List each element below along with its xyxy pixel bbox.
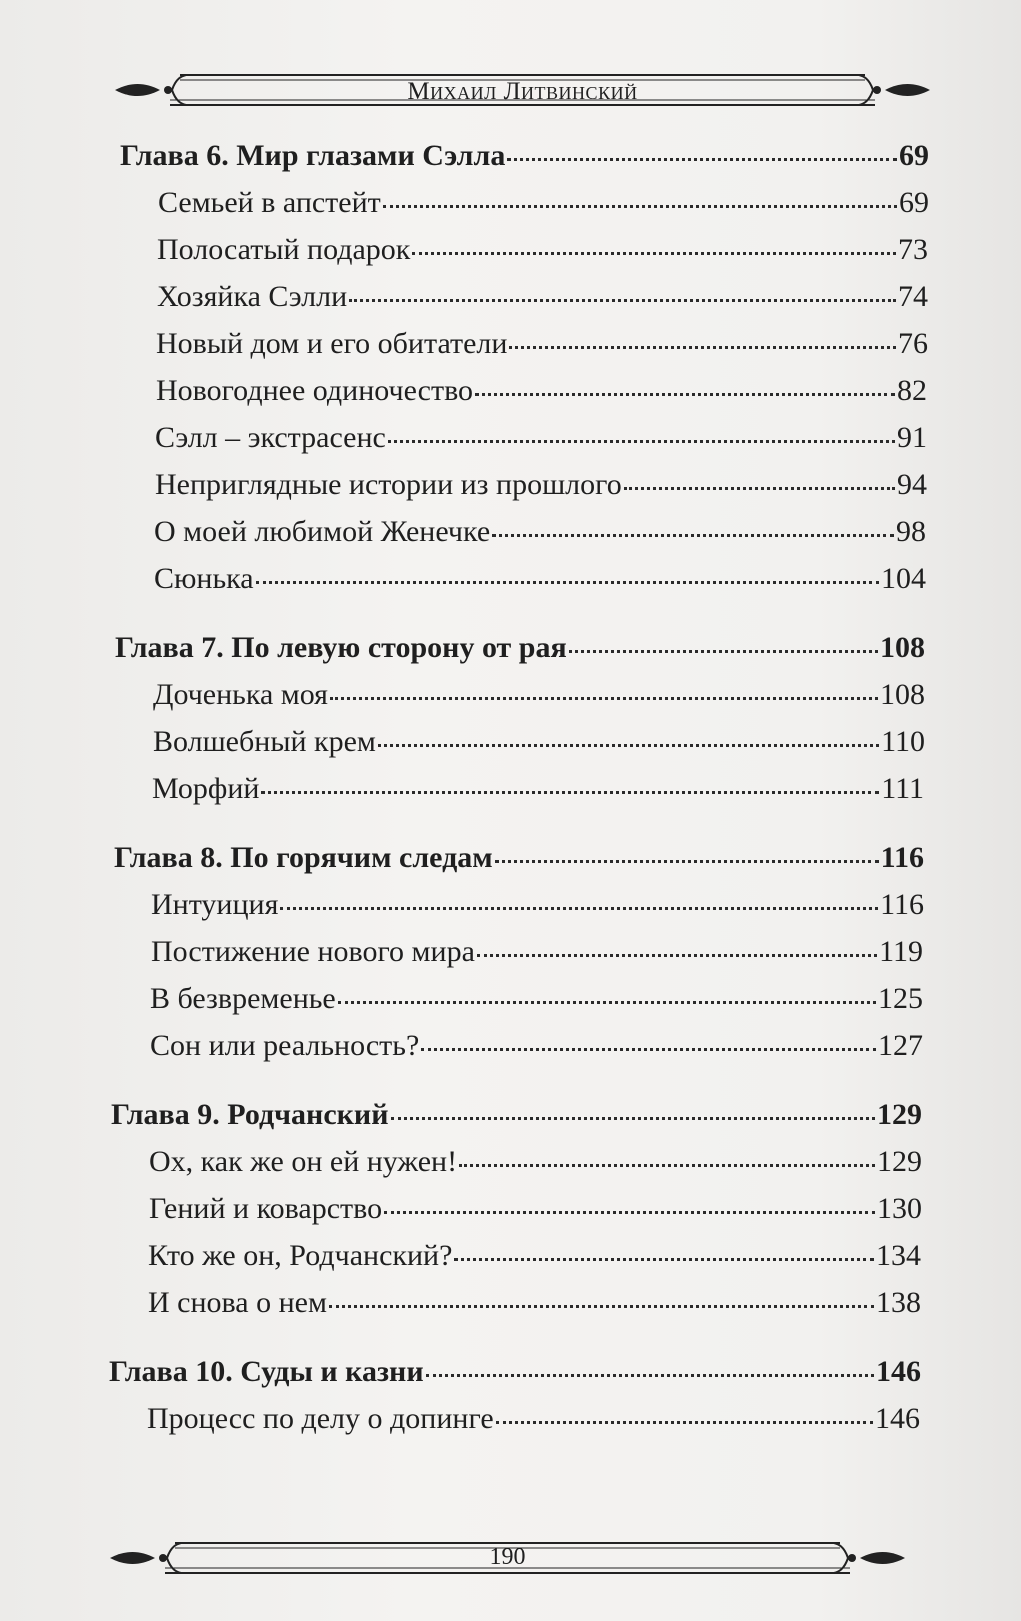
dot-leader bbox=[338, 1001, 876, 1004]
toc-entry-title: О моей любимой Женечке bbox=[154, 515, 491, 548]
toc-section-entry bbox=[154, 514, 926, 550]
toc-entry-page-number: 108 bbox=[880, 678, 925, 711]
dot-leader bbox=[509, 346, 896, 349]
toc-section-entry bbox=[150, 981, 923, 1017]
toc-chapter-entry bbox=[120, 138, 929, 174]
toc-section-entry bbox=[152, 771, 924, 807]
toc-entry-page-number: 129 bbox=[877, 1145, 922, 1178]
toc-entry-title: И снова о нем bbox=[148, 1286, 327, 1319]
dot-leader bbox=[330, 697, 878, 700]
toc-entry-page-number: 76 bbox=[898, 327, 928, 360]
dot-leader bbox=[256, 581, 879, 584]
footer-ornament bbox=[105, 1538, 910, 1578]
toc-entry-title: Новый дом и его обитатели bbox=[156, 327, 508, 360]
toc-entry-page-number: 69 bbox=[899, 139, 929, 172]
dot-leader bbox=[421, 1048, 876, 1051]
toc-section-entry bbox=[150, 1028, 923, 1064]
toc-entry-page-number: 119 bbox=[879, 935, 923, 968]
dot-leader bbox=[459, 1164, 875, 1167]
dot-leader bbox=[383, 205, 897, 208]
toc-chapter-entry bbox=[114, 840, 924, 876]
toc-chapter-entry bbox=[111, 1097, 922, 1133]
dot-leader bbox=[475, 393, 895, 396]
toc-section-entry bbox=[155, 420, 927, 456]
toc-entry-page-number: 110 bbox=[881, 725, 925, 758]
toc-section-entry bbox=[157, 232, 928, 268]
dot-leader bbox=[507, 158, 897, 161]
dot-leader bbox=[280, 907, 878, 910]
toc-entry-title: Сэлл – экстрасенс bbox=[155, 421, 386, 454]
dot-leader bbox=[329, 1305, 874, 1308]
toc-section-entry bbox=[156, 373, 927, 409]
toc-entry-title: Ох, как же он ей нужен! bbox=[149, 1145, 458, 1178]
toc-section-entry bbox=[148, 1238, 921, 1274]
toc-section-entry bbox=[153, 677, 925, 713]
toc-entry-page-number: 94 bbox=[897, 468, 927, 501]
toc-entry-title: Морфий bbox=[152, 772, 260, 805]
dot-leader bbox=[388, 440, 895, 443]
dot-leader bbox=[349, 299, 896, 302]
dot-leader bbox=[495, 860, 879, 863]
toc-section-entry bbox=[151, 887, 924, 923]
dot-leader bbox=[426, 1374, 874, 1377]
dot-leader bbox=[492, 534, 894, 537]
toc-entry-title: Полосатый подарок bbox=[157, 233, 411, 266]
toc-entry-title: Семьей в апстейт bbox=[158, 186, 381, 219]
dot-leader bbox=[391, 1117, 876, 1120]
toc-chapter-entry bbox=[109, 1354, 921, 1390]
running-header-title: Михаил Литвинский bbox=[407, 78, 638, 105]
toc-entry-title: Глава 8. По горячим следам bbox=[114, 841, 493, 874]
page-number: 190 bbox=[489, 1544, 526, 1570]
toc-entry-title: Неприглядные истории из прошлого bbox=[155, 468, 622, 501]
dot-leader bbox=[454, 1258, 874, 1261]
toc-entry-page-number: 91 bbox=[897, 421, 927, 454]
toc-entry-page-number: 146 bbox=[875, 1402, 920, 1435]
dot-leader bbox=[477, 954, 877, 957]
toc-section-entry bbox=[154, 561, 926, 597]
toc-entry-page-number: 138 bbox=[876, 1286, 921, 1319]
dot-leader bbox=[384, 1211, 875, 1214]
toc-entry-page-number: 82 bbox=[897, 374, 927, 407]
toc-entry-title: Волшебный крем bbox=[153, 725, 376, 758]
toc-section-entry bbox=[158, 185, 929, 221]
toc-entry-title: Интуиция bbox=[151, 888, 279, 921]
toc-entry-title: Гений и коварство bbox=[149, 1192, 383, 1225]
toc-entry-title: Глава 7. По левую сторону от рая bbox=[115, 631, 567, 664]
toc-entry-title: Сон или реальность? bbox=[150, 1029, 420, 1062]
toc-entry-title: Глава 9. Родчанский bbox=[111, 1098, 389, 1131]
toc-section-entry bbox=[151, 934, 923, 970]
dot-leader bbox=[378, 744, 879, 747]
toc-entry-title: Новогоднее одиночество bbox=[156, 374, 474, 407]
toc-section-entry bbox=[147, 1401, 920, 1437]
toc-section-entry bbox=[155, 467, 927, 503]
toc-section-entry bbox=[156, 326, 928, 362]
toc-entry-title: Процесс по делу о допинге bbox=[147, 1402, 494, 1435]
toc-entry-title: Доченька моя bbox=[153, 678, 328, 711]
toc-entry-page-number: 98 bbox=[896, 515, 926, 548]
toc-entry-page-number: 74 bbox=[898, 280, 928, 313]
toc-entry-title: Сюнька bbox=[154, 562, 254, 595]
toc-entry-page-number: 134 bbox=[876, 1239, 921, 1272]
toc-entry-page-number: 146 bbox=[876, 1355, 921, 1388]
toc-entry-page-number: 69 bbox=[899, 186, 929, 219]
dot-leader bbox=[261, 791, 879, 794]
toc-entry-page-number: 104 bbox=[881, 562, 926, 595]
header-ornament bbox=[110, 70, 935, 110]
toc-entry-title: В безвременье bbox=[150, 982, 336, 1015]
toc-entry-page-number: 127 bbox=[878, 1029, 923, 1062]
dot-leader bbox=[624, 487, 895, 490]
toc-entry-title: Глава 10. Суды и казни bbox=[109, 1355, 424, 1388]
toc-entry-title: Глава 6. Мир глазами Сэлла bbox=[120, 139, 506, 172]
toc-section-entry bbox=[149, 1144, 922, 1180]
toc-entry-page-number: 116 bbox=[880, 841, 924, 874]
dot-leader bbox=[496, 1421, 873, 1424]
dot-leader bbox=[412, 252, 896, 255]
toc-entry-page-number: 116 bbox=[880, 888, 924, 921]
toc-chapter-entry bbox=[115, 630, 925, 666]
dot-leader bbox=[569, 650, 878, 653]
toc-entry-page-number: 108 bbox=[880, 631, 925, 664]
toc-entry-title: Хозяйка Сэлли bbox=[157, 280, 348, 313]
toc-entry-title: Кто же он, Родчанский? bbox=[148, 1239, 453, 1272]
toc-entry-page-number: 125 bbox=[878, 982, 923, 1015]
toc-entry-page-number: 129 bbox=[877, 1098, 922, 1131]
toc-entry-page-number: 130 bbox=[877, 1192, 922, 1225]
toc-section-entry bbox=[157, 279, 928, 315]
toc-entry-page-number: 111 bbox=[881, 772, 924, 805]
toc-entry-title: Постижение нового мира bbox=[151, 935, 475, 968]
toc-entry-page-number: 73 bbox=[898, 233, 928, 266]
toc-section-entry bbox=[149, 1191, 922, 1227]
toc-section-entry bbox=[148, 1285, 921, 1321]
toc-section-entry bbox=[153, 724, 925, 760]
